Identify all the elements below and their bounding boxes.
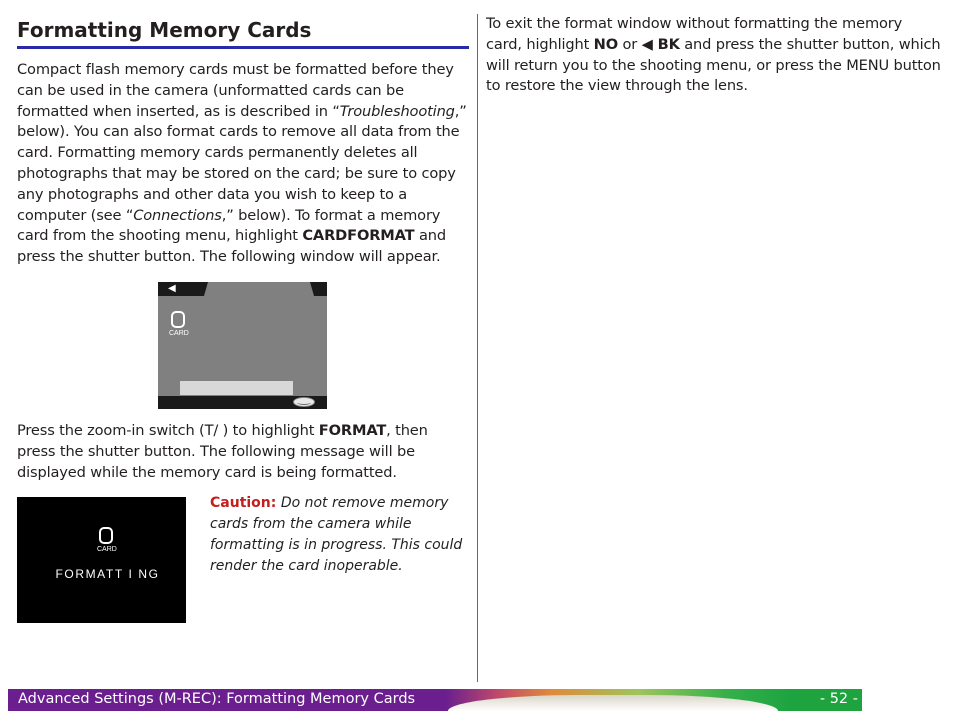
page-number: - 52 - [819,691,858,707]
exit-text-1: To exit the format window without formatting the memory card, highlight [486,15,903,53]
memory-card-icon [99,527,113,544]
screen-top-tab [208,282,310,296]
page-footer [8,689,862,711]
troubleshooting-link: Troubleshooting [339,102,455,120]
card-label: CARD [97,546,117,553]
column-divider [477,14,478,682]
format-option-bar [180,381,293,395]
no-keyword: NO [593,35,618,53]
shutter-button-icon [293,397,315,407]
caution-label: Caution: [210,495,277,511]
memory-card-icon [171,311,185,328]
zoom-instruction-paragraph [17,421,469,483]
exit-text-2: or [617,35,642,53]
intro-text-4: and press the shutter button. The following window will appear. [17,227,446,266]
page-title: Formatting Memory Cards [17,18,469,49]
intro-paragraph [17,60,469,268]
format-keyword: FORMAT [318,422,387,439]
intro-text-3: ,” below). To format a memory card from the shooting menu, highlight [17,206,441,245]
connections-link: Connections [133,206,222,224]
caution-text: Do not remove memory cards from the camera while formatting is in progress. This could render the card inoperable. [210,495,463,574]
caution-note [210,493,472,577]
card-label: CARD [169,330,189,337]
card-format-menu-screen [158,282,327,409]
back-keyword: ◀ BK [641,35,680,53]
zoom-text-2: , then press the shutter button. The following message will be displayed while the memory card is being formatted. [17,422,428,481]
intro-text-2: ,” below). You can also format cards to remove all data from the card. Formatting memory cards permanently deletes all photographs that may be stored on the card; be sure to copy any photographs and other data you wish to keep to a computer (see “ [17,102,467,224]
formatting-progress-screen [17,497,186,623]
footer-section-title: Advanced Settings (M-REC): Formatting Memory Cards [18,691,416,707]
intro-text-1: Compact flash memory cards must be formatted before they can be used in the camera (unformatted cards can be formatted when inserted, as is described in “ [17,61,454,120]
formatting-message: FORMATT I NG [55,567,160,581]
cardformat-keyword: CARDFORMAT [302,227,415,245]
exit-instruction-paragraph [486,14,941,97]
exit-text-3: and press the shutter button, which will return you to the shooting menu, or press the MENU button to restore the view through the lens. [486,35,941,95]
back-arrow-icon: ◀ [168,283,176,294]
zoom-text-1: Press the zoom-in switch (T/ ) to highlight [17,422,319,439]
